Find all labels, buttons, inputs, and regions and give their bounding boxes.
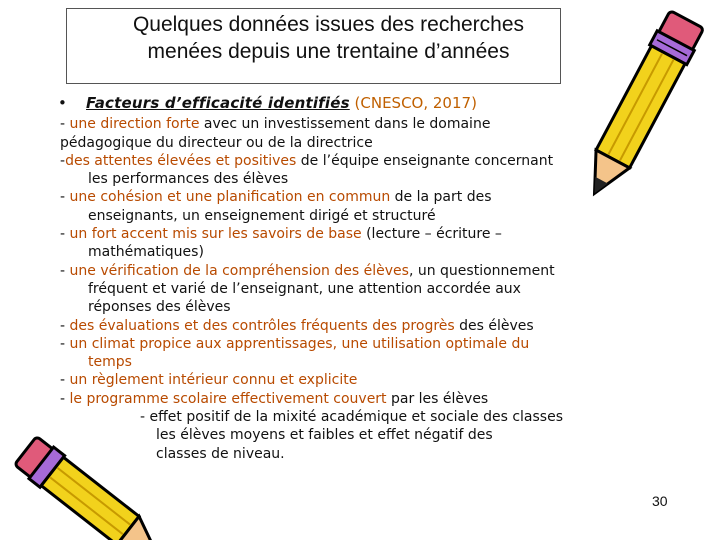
title-line-2: menées depuis une trentaine d’années: [147, 40, 510, 63]
list-item: - des évaluations et des contrôles fréquents des progrès des élèves: [60, 317, 534, 334]
bullet: •: [58, 94, 67, 112]
heading-source: (CNESCO, 2017): [354, 94, 477, 112]
title-line-1: Quelques données issues des recherches: [132, 13, 525, 36]
list-item: - une vérification de la compréhension des élèves, un questionnement fréquent et varié de l’enseignant, une attention accordée aux réponses des élèves: [60, 262, 555, 316]
list-item: - une direction forte avec un investissement dans le domaine pédagogique du directeur ou de la directrice: [60, 116, 491, 151]
list-item: -des attentes élevées et positives de l’équipe enseignante concernant les performances des élèves: [60, 152, 554, 188]
list-item: - le programme scolaire effectivement couvert par les élèves: [60, 390, 489, 407]
list-item: - un climat propice aux apprentissages, une utilisation optimale du temps: [60, 335, 530, 371]
slide-content: [60, 94, 680, 463]
list-item: - un règlement intérieur connu et explicite: [60, 372, 358, 389]
heading-text: Facteurs d’efficacité identifiés: [86, 94, 350, 112]
list-item: - effet positif de la mixité académique et sociale des classes les élèves moyens et faibles et effet négatif des classes de niveau.: [140, 409, 563, 462]
slide-title: [66, 8, 561, 84]
list-item: - un fort accent mis sur les savoirs de base (lecture – écriture – mathématiques): [60, 226, 502, 261]
list-item: - une cohésion et une planification en commun de la part des enseignants, un enseignement dirigé et structuré: [60, 189, 492, 224]
section-heading: [58, 94, 680, 112]
page-number: 30: [652, 493, 668, 509]
